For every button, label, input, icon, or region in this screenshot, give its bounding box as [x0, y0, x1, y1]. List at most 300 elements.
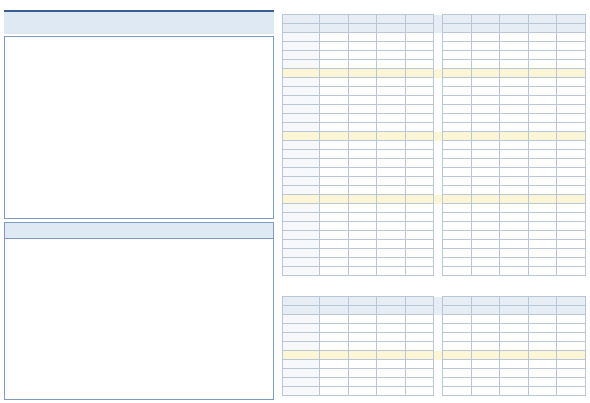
table-cell: [557, 60, 586, 69]
row-label: [283, 159, 320, 168]
table-cell: [405, 150, 434, 159]
table-cell: [320, 387, 349, 396]
table-row: [283, 258, 586, 267]
table-cell: [557, 141, 586, 150]
table-cell: [471, 96, 500, 105]
column-gap: [434, 342, 443, 351]
table-cell: [500, 306, 529, 315]
table-cell: [405, 51, 434, 60]
table-cell: [320, 177, 349, 186]
table-cell: [528, 186, 557, 195]
column-gap: [434, 387, 443, 396]
table-cell: [443, 231, 472, 240]
table-cell: [443, 15, 472, 24]
table-cell: [405, 231, 434, 240]
table-cell: [443, 69, 472, 78]
row-label: [283, 369, 320, 378]
table-cell: [528, 141, 557, 150]
table-cell: [528, 60, 557, 69]
table-cell: [348, 222, 377, 231]
table-row: [283, 96, 586, 105]
table-cell: [377, 141, 406, 150]
unit-note: [422, 2, 582, 10]
table-row: [283, 333, 586, 342]
table-cell: [405, 168, 434, 177]
table-cell: [405, 42, 434, 51]
table-cell: [557, 204, 586, 213]
table-cell: [471, 78, 500, 87]
table-row: [283, 168, 586, 177]
table-cell: [528, 51, 557, 60]
table-cell: [320, 222, 349, 231]
table-cell: [528, 267, 557, 276]
table-cell: [405, 369, 434, 378]
row-label: [283, 195, 320, 204]
table-cell: [471, 315, 500, 324]
row-label: [283, 150, 320, 159]
table-cell: [557, 24, 586, 33]
table-cell: [500, 159, 529, 168]
table-cell: [471, 24, 500, 33]
table-cell: [377, 78, 406, 87]
table-cell: [471, 249, 500, 258]
table-row: [283, 231, 586, 240]
row-label: [283, 306, 320, 315]
table-cell: [348, 267, 377, 276]
table-cell: [377, 177, 406, 186]
table-cell: [471, 351, 500, 360]
table-row: [283, 195, 586, 204]
table-row: [283, 141, 586, 150]
column-gap: [434, 96, 443, 105]
table-cell: [320, 42, 349, 51]
table-cell: [377, 297, 406, 306]
table-cell: [557, 123, 586, 132]
table-cell: [528, 150, 557, 159]
row-label: [283, 87, 320, 96]
table-cell: [500, 267, 529, 276]
table-cell: [557, 69, 586, 78]
table-row: [283, 369, 586, 378]
table-cell: [377, 213, 406, 222]
table-cell: [557, 387, 586, 396]
table-cell: [320, 297, 349, 306]
table-cell: [500, 24, 529, 33]
table-cell: [405, 186, 434, 195]
table-cell: [377, 360, 406, 369]
table-cell: [557, 42, 586, 51]
table-cell: [320, 231, 349, 240]
row-label: [283, 15, 320, 24]
column-gap: [434, 267, 443, 276]
table-cell: [528, 177, 557, 186]
table-cell: [377, 96, 406, 105]
table-cell: [528, 69, 557, 78]
column-gap: [434, 195, 443, 204]
table-cell: [320, 69, 349, 78]
column-gap: [434, 186, 443, 195]
table-cell: [443, 195, 472, 204]
results-table-body: [283, 15, 586, 276]
table-cell: [500, 315, 529, 324]
table-cell: [471, 51, 500, 60]
row-label: [283, 33, 320, 42]
row-label: [283, 297, 320, 306]
table-cell: [528, 360, 557, 369]
title-band: [4, 10, 274, 34]
table-cell: [557, 258, 586, 267]
table-cell: [500, 33, 529, 42]
table-cell: [471, 60, 500, 69]
table-cell: [377, 378, 406, 387]
column-gap: [434, 240, 443, 249]
table-cell: [320, 24, 349, 33]
table-cell: [320, 258, 349, 267]
table-cell: [443, 297, 472, 306]
table-cell: [528, 306, 557, 315]
table-cell: [471, 105, 500, 114]
outlook-heading: [11, 225, 267, 237]
row-label: [283, 324, 320, 333]
summary-line: [39, 103, 269, 113]
table-cell: [500, 168, 529, 177]
table-cell: [348, 315, 377, 324]
table-row: [283, 342, 586, 351]
table-cell: [405, 96, 434, 105]
table-cell: [471, 42, 500, 51]
table-cell: [348, 231, 377, 240]
row-label: [283, 258, 320, 267]
table-cell: [528, 378, 557, 387]
column-gap: [434, 222, 443, 231]
table-cell: [557, 114, 586, 123]
column-gap: [434, 231, 443, 240]
table-cell: [405, 387, 434, 396]
column-gap: [434, 177, 443, 186]
table-cell: [557, 177, 586, 186]
table-cell: [557, 132, 586, 141]
column-gap: [434, 324, 443, 333]
table-row: [283, 324, 586, 333]
table-cell: [348, 168, 377, 177]
column-gap: [434, 249, 443, 258]
table-cell: [443, 168, 472, 177]
table-cell: [443, 351, 472, 360]
table-cell: [443, 141, 472, 150]
table-cell: [348, 297, 377, 306]
table-cell: [528, 222, 557, 231]
table-cell: [348, 87, 377, 96]
column-gap: [434, 132, 443, 141]
row-label: [283, 114, 320, 123]
table-cell: [443, 342, 472, 351]
table-cell: [377, 267, 406, 276]
table-cell: [528, 24, 557, 33]
row-label: [283, 387, 320, 396]
table-cell: [377, 132, 406, 141]
table-cell: [348, 351, 377, 360]
summary-line: [39, 143, 269, 153]
table-cell: [500, 369, 529, 378]
row-label: [283, 222, 320, 231]
table-cell: [471, 159, 500, 168]
table-row: [283, 222, 586, 231]
table-cell: [348, 78, 377, 87]
table-cell: [471, 360, 500, 369]
column-gap: [434, 69, 443, 78]
row-label: [283, 231, 320, 240]
table-row: [283, 360, 586, 369]
column-gap: [434, 204, 443, 213]
table-cell: [528, 297, 557, 306]
outlook-line: [13, 263, 269, 275]
table-cell: [557, 249, 586, 258]
column-gap: [434, 141, 443, 150]
summary-heading: [11, 40, 71, 51]
table-cell: [348, 123, 377, 132]
table-cell: [528, 324, 557, 333]
table-cell: [471, 213, 500, 222]
table-cell: [557, 360, 586, 369]
summary-line: [23, 123, 269, 133]
table-cell: [471, 123, 500, 132]
table-cell: [500, 105, 529, 114]
table-cell: [377, 195, 406, 204]
row-label: [283, 168, 320, 177]
table-row: [283, 306, 586, 315]
table-cell: [443, 249, 472, 258]
summary-line: [39, 163, 269, 173]
table-cell: [528, 315, 557, 324]
table-cell: [405, 105, 434, 114]
table-cell: [320, 249, 349, 258]
column-gap: [434, 60, 443, 69]
table-row: [283, 15, 586, 24]
table-cell: [377, 42, 406, 51]
table-cell: [377, 24, 406, 33]
table-cell: [320, 351, 349, 360]
table-cell: [405, 306, 434, 315]
table-cell: [500, 222, 529, 231]
table-cell: [320, 240, 349, 249]
table-cell: [320, 87, 349, 96]
table-cell: [377, 324, 406, 333]
table-cell: [500, 150, 529, 159]
table-cell: [377, 186, 406, 195]
row-label: [283, 141, 320, 150]
column-gap: [434, 15, 443, 24]
outlook-header: [5, 223, 273, 239]
table-cell: [377, 159, 406, 168]
table-cell: [348, 132, 377, 141]
table-cell: [348, 42, 377, 51]
table-cell: [348, 141, 377, 150]
table-cell: [377, 258, 406, 267]
column-gap: [434, 78, 443, 87]
table-cell: [443, 114, 472, 123]
outlook-table: [282, 296, 586, 396]
outlook-panel: [4, 222, 274, 400]
table-cell: [405, 204, 434, 213]
table-cell: [557, 195, 586, 204]
table-cell: [471, 267, 500, 276]
table-cell: [377, 369, 406, 378]
table-row: [283, 132, 586, 141]
column-gap: [434, 306, 443, 315]
table-cell: [443, 222, 472, 231]
table-row: [283, 240, 586, 249]
page-title: [10, 16, 268, 31]
table-cell: [320, 186, 349, 195]
column-gap: [434, 213, 443, 222]
table-cell: [557, 333, 586, 342]
table-cell: [557, 222, 586, 231]
table-cell: [405, 324, 434, 333]
table-cell: [405, 360, 434, 369]
table-cell: [377, 333, 406, 342]
table-cell: [500, 51, 529, 60]
table-cell: [500, 360, 529, 369]
table-cell: [443, 132, 472, 141]
row-label: [283, 249, 320, 258]
column-gap: [434, 315, 443, 324]
table-cell: [348, 69, 377, 78]
outlook-line: [13, 249, 269, 261]
table-row: [283, 204, 586, 213]
table-cell: [443, 315, 472, 324]
table-row: [283, 297, 586, 306]
table-cell: [443, 60, 472, 69]
summary-line: [13, 53, 269, 63]
table-cell: [528, 15, 557, 24]
column-gap: [434, 168, 443, 177]
table-cell: [377, 249, 406, 258]
table-cell: [348, 15, 377, 24]
outlook-table-body: [283, 297, 586, 396]
outlook-footnote: [13, 383, 269, 393]
table-cell: [320, 195, 349, 204]
table-cell: [443, 267, 472, 276]
table-row: [283, 159, 586, 168]
table-cell: [348, 387, 377, 396]
summary-line: [23, 153, 269, 163]
table-cell: [500, 240, 529, 249]
table-row: [283, 105, 586, 114]
table-cell: [500, 123, 529, 132]
row-label: [283, 105, 320, 114]
table-cell: [528, 204, 557, 213]
table-cell: [320, 51, 349, 60]
table-row: [283, 60, 586, 69]
table-cell: [405, 222, 434, 231]
table-cell: [557, 315, 586, 324]
table-row: [283, 177, 586, 186]
table-cell: [320, 150, 349, 159]
column-gap: [434, 369, 443, 378]
table-cell: [500, 378, 529, 387]
table-row: [283, 114, 586, 123]
table-cell: [320, 369, 349, 378]
table-cell: [405, 78, 434, 87]
table-cell: [377, 105, 406, 114]
table-cell: [405, 315, 434, 324]
table-cell: [348, 159, 377, 168]
summary-line: [23, 83, 269, 93]
table-cell: [471, 150, 500, 159]
table-cell: [471, 114, 500, 123]
row-label: [283, 78, 320, 87]
table-cell: [500, 333, 529, 342]
row-label: [283, 360, 320, 369]
table-row: [283, 351, 586, 360]
table-cell: [557, 324, 586, 333]
table-cell: [557, 369, 586, 378]
table-cell: [528, 369, 557, 378]
column-gap: [434, 24, 443, 33]
table-cell: [471, 87, 500, 96]
table-cell: [443, 177, 472, 186]
table-cell: [500, 231, 529, 240]
table-cell: [377, 240, 406, 249]
table-cell: [348, 60, 377, 69]
table-cell: [528, 33, 557, 42]
table-cell: [443, 306, 472, 315]
table-cell: [405, 159, 434, 168]
table-cell: [348, 306, 377, 315]
table-cell: [320, 213, 349, 222]
table-cell: [405, 15, 434, 24]
table-cell: [348, 96, 377, 105]
table-cell: [443, 258, 472, 267]
column-gap: [434, 105, 443, 114]
table-row: [283, 42, 586, 51]
table-cell: [377, 351, 406, 360]
table-cell: [557, 33, 586, 42]
table-cell: [405, 87, 434, 96]
table-cell: [528, 231, 557, 240]
table-cell: [528, 159, 557, 168]
table-cell: [500, 213, 529, 222]
table-cell: [377, 204, 406, 213]
row-label: [283, 51, 320, 60]
table-cell: [377, 15, 406, 24]
column-gap: [434, 114, 443, 123]
table-cell: [348, 195, 377, 204]
table-cell: [348, 186, 377, 195]
table-row: [283, 78, 586, 87]
outlook-line: [13, 283, 269, 295]
table-cell: [528, 240, 557, 249]
table-cell: [377, 33, 406, 42]
row-label: [283, 315, 320, 324]
table-cell: [500, 258, 529, 267]
column-gap: [434, 159, 443, 168]
table-cell: [320, 114, 349, 123]
table-cell: [471, 297, 500, 306]
table-cell: [377, 231, 406, 240]
table-cell: [320, 204, 349, 213]
row-label: [283, 378, 320, 387]
table-cell: [348, 33, 377, 42]
table-cell: [500, 42, 529, 51]
table-cell: [443, 33, 472, 42]
table-cell: [405, 249, 434, 258]
table-cell: [471, 306, 500, 315]
table-cell: [528, 78, 557, 87]
table-cell: [443, 369, 472, 378]
results-summary-panel: [4, 36, 274, 219]
table-cell: [320, 96, 349, 105]
